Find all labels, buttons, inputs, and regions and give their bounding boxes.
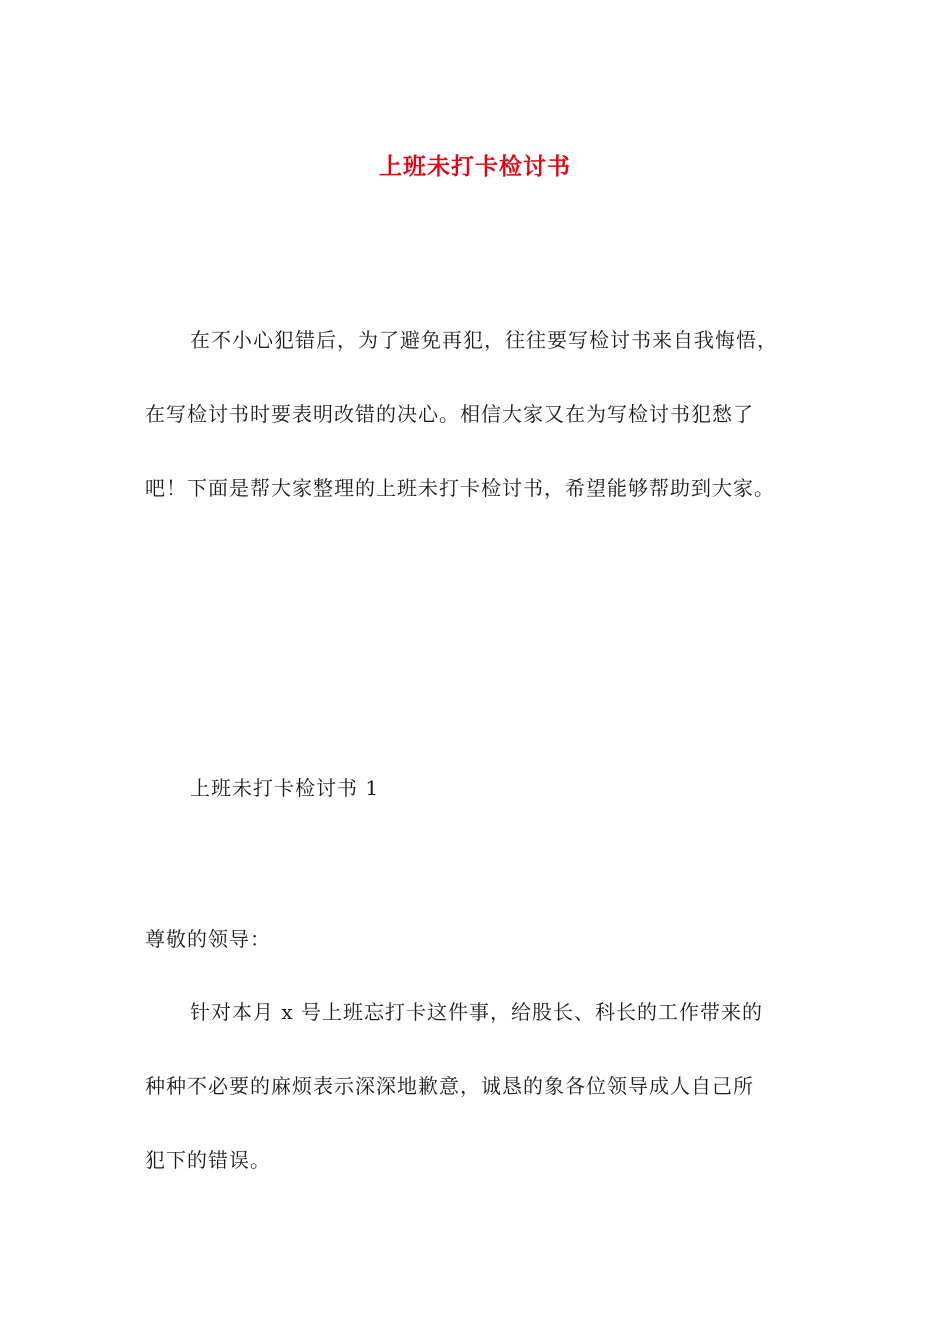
body-paragraph (145, 975, 825, 1197)
body-line: 犯下的错误。 (145, 1148, 271, 1172)
intro-line: 在写检讨书时要表明改错的决心。相信大家又在为写检讨书犯愁了 (145, 402, 754, 426)
section-heading: 上班未打卡检讨书 1 (190, 776, 380, 800)
intro-paragraph (145, 303, 825, 525)
body-line: 种种不必要的麻烦表示深深地歉意，诚恳的象各位领导成人自己所 (145, 1074, 754, 1098)
intro-line: 在不小心犯错后，为了避免再犯，往往要写检讨书来自我悔悟， (190, 328, 778, 352)
body-line: 针对本月 x 号上班忘打卡这件事，给股长、科长的工作带来的 (190, 1000, 763, 1024)
salutation: 尊敬的领导： (145, 927, 271, 951)
document-title: 上班未打卡检讨书 (379, 154, 571, 181)
intro-line: 吧！下面是帮大家整理的上班未打卡检讨书，希望能够帮助到大家。 (145, 476, 775, 500)
